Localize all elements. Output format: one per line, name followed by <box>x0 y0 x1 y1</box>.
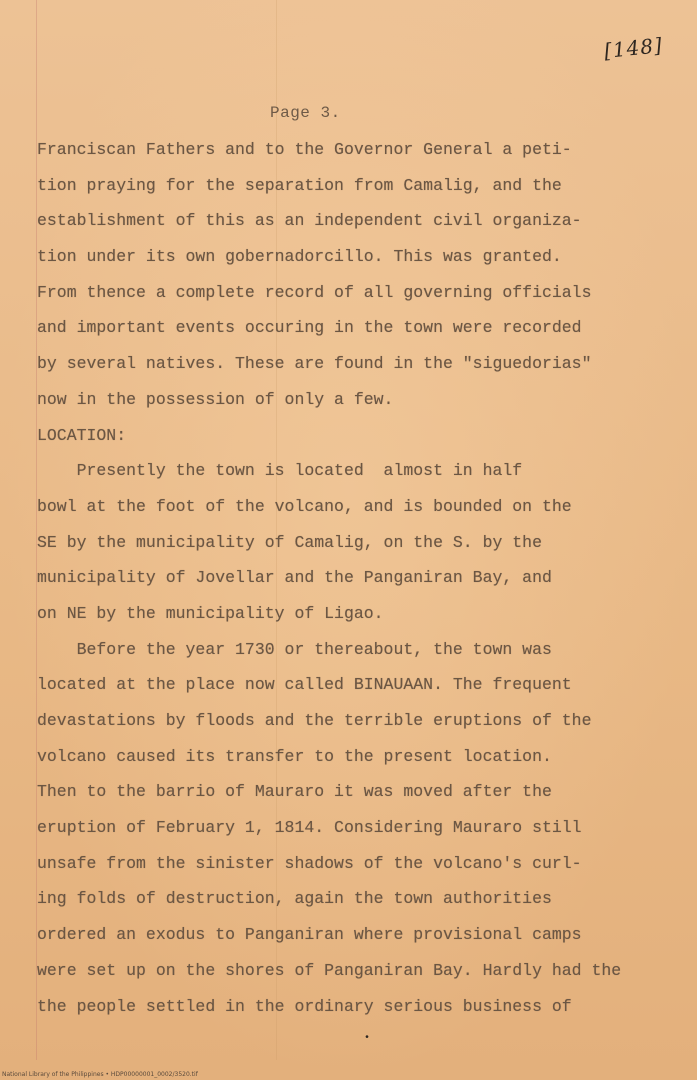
scan-footer-stamp: National Library of the Philippines • HDP00000001_0002/3520.tif <box>2 1071 198 1078</box>
text-line: on NE by the municipality of Ligao. <box>37 603 384 623</box>
text-line: SE by the municipality of Camalig, on the S. by the <box>37 532 542 552</box>
text-line: now in the possession of only a few. <box>37 389 394 409</box>
text-line: and important events occuring in the town were recorded <box>37 318 582 338</box>
text-line: establishment of this as an independent civil organiza- <box>37 211 582 231</box>
text-line: located at the place now called BINAUAAN. The frequent <box>37 675 572 695</box>
text-line: the people settled in the ordinary serious business of <box>37 996 572 1016</box>
section-heading: LOCATION: <box>37 425 127 445</box>
archive-page-number: [148] <box>602 32 664 64</box>
ink-mark: • <box>364 1033 371 1044</box>
text-line: Presently the town is located almost in half <box>37 461 523 481</box>
page-title: Page 3. <box>270 104 341 122</box>
text-line: Before the year 1730 or thereabout, the town was <box>37 639 552 659</box>
document-body <box>37 132 687 1024</box>
text-line: ing folds of destruction, again the town authorities <box>37 889 552 909</box>
text-line: were set up on the shores of Panganiran Bay. Hardly had the <box>37 960 622 980</box>
text-line: volcano caused its transfer to the present location. <box>37 746 552 766</box>
text-line: Franciscan Fathers and to the Governor General a peti- <box>37 140 572 159</box>
text-line: bowl at the foot of the volcano, and is bounded on the <box>37 496 572 516</box>
text-line: eruption of February 1, 1814. Considering Mauraro still <box>37 818 582 838</box>
text-line: by several natives. These are found in the "siguedorias" <box>37 354 592 374</box>
text-line: tion praying for the separation from Camalig, and the <box>37 175 562 195</box>
text-line: From thence a complete record of all governing officials <box>37 282 592 302</box>
text-line: Then to the barrio of Mauraro it was moved after the <box>37 782 552 802</box>
text-line: ordered an exodus to Panganiran where provisional camps <box>37 925 582 945</box>
text-line: tion under its own gobernadorcillo. This was granted. <box>37 247 562 267</box>
text-line: municipality of Jovellar and the Panganiran Bay, and <box>37 568 552 588</box>
text-line: devastations by floods and the terrible eruptions of the <box>37 711 592 730</box>
text-line: unsafe from the sinister shadows of the volcano's curl- <box>37 853 582 873</box>
